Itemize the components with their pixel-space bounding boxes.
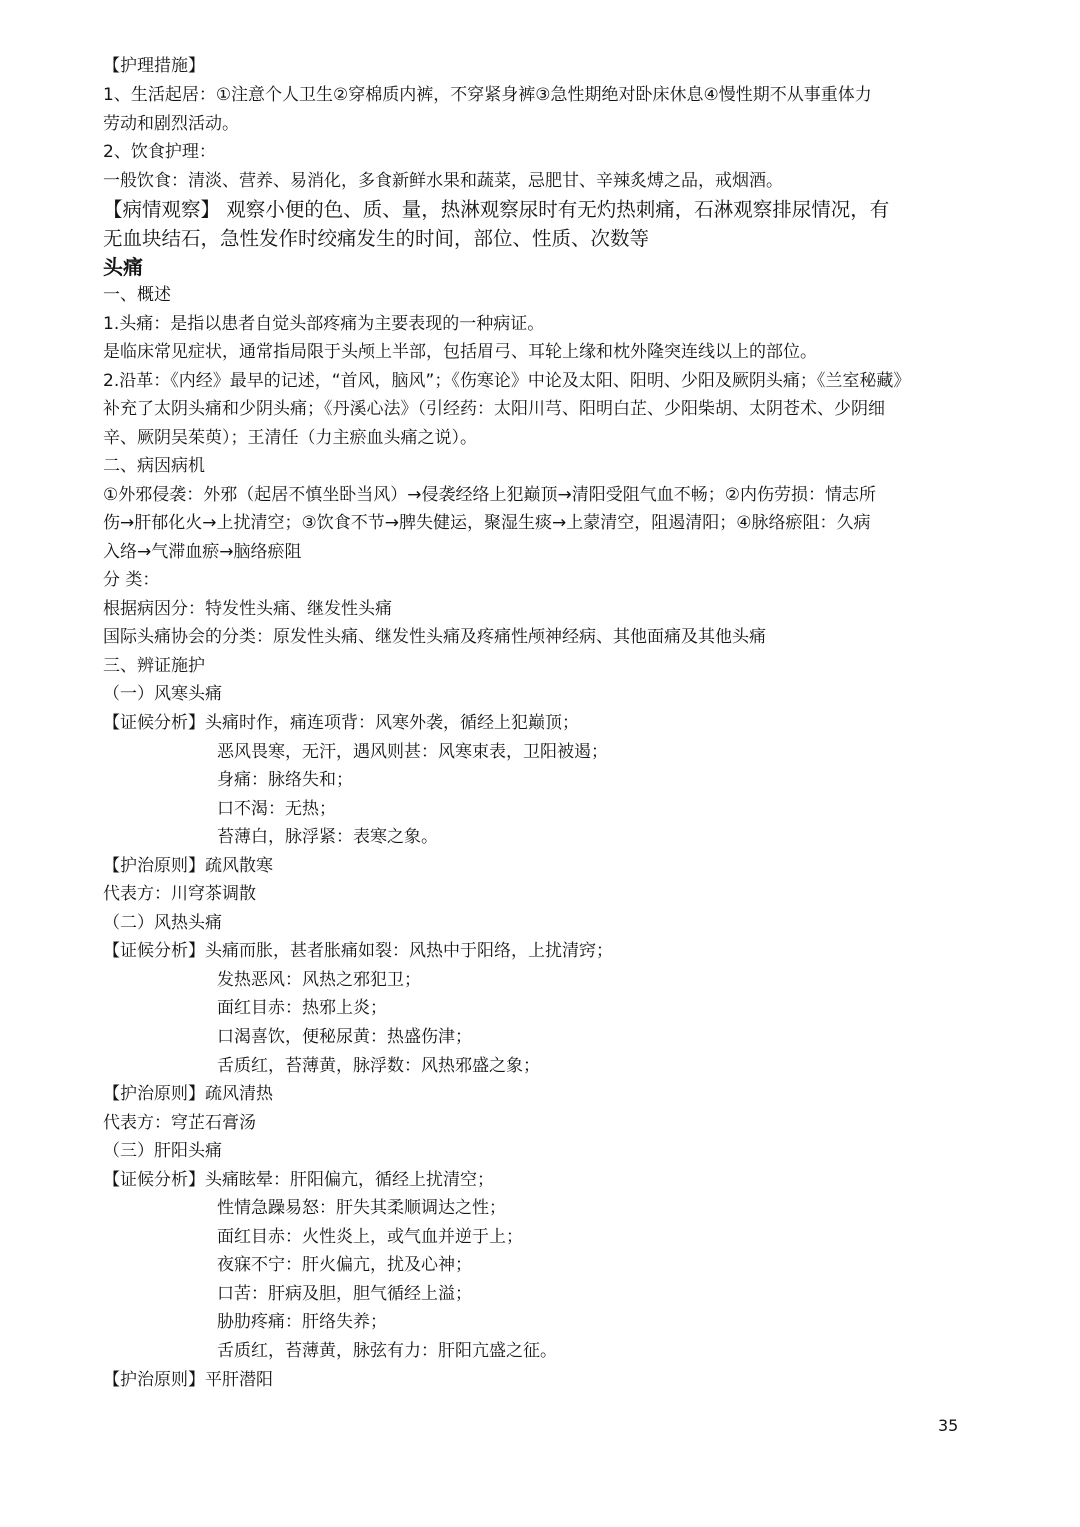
text-line: 是临床常见症状，通常指局限于头颅上半部，包括眉弓、耳轮上缘和枕外隆突连线以上的部位。 <box>103 342 817 362</box>
text-line: 根据病因分：特发性头痛、继发性头痛 <box>103 599 392 619</box>
text-line: 代表方：川穹茶调散 <box>103 884 256 904</box>
text-line: 入络→气滞血瘀→脑络瘀阻 <box>103 542 302 562</box>
text-line: 【护治原则】疏风清热 <box>103 1084 273 1104</box>
observation-heading-line: 【病情观察】 观察小便的色、质、量，热淋观察尿时有无灼热刺痛，石淋观察排尿情况，有 <box>103 198 890 221</box>
indented-line: 面红目赤：热邪上炎； <box>217 998 387 1018</box>
text-line: 辛、厥阴吴茱萸）；王清任（力主瘀血头痛之说）。 <box>103 428 477 448</box>
text-line: ①外邪侵袭：外邪（起居不慎坐卧当风）→侵袭经络上犯巅顶→清阳受阻气血不畅；②内伤劳损：情志所 <box>103 485 876 505</box>
text-line: 【证候分析】头痛眩晕：肝阳偏亢，循经上扰清空； <box>103 1170 494 1190</box>
indented-line: 胁肋疼痛：肝络失养； <box>217 1312 387 1332</box>
text-line: 三、辨证施护 <box>103 656 205 676</box>
text-line: 2.沿革：《内经》最早的记述，“首风，脑风”；《伤寒论》中论及太阳、阳明、少阳及厥阴头痛；《兰室秘藏》 <box>103 371 911 391</box>
text-line: 【证候分析】头痛时作，痛连项背：风寒外袭，循经上犯巅顶； <box>103 713 579 733</box>
indented-line: 口苦：肝病及胆，胆气循经上溢； <box>217 1284 472 1304</box>
text-line: 2、饮食护理： <box>103 142 216 162</box>
indented-line: 身痛：脉络失和； <box>217 770 353 790</box>
text-line: （二）风热头痛 <box>103 913 222 933</box>
text-line: 【护理措施】 <box>103 56 205 76</box>
text-line: 1、生活起居：①注意个人卫生②穿棉质内裤，不穿紧身裤③急性期绝对卧床休息④慢性期不从事重体力 <box>103 85 872 105</box>
observation-text-line: 无血块结石，急性发作时绞痛发生的时间，部位、性质、次数等 <box>103 227 650 250</box>
text-line: 劳动和剧烈活动。 <box>103 114 239 134</box>
indented-line: 口渴喜饮，便秘尿黄：热盛伤津； <box>217 1027 472 1047</box>
indented-line: 发热恶风：风热之邪犯卫； <box>217 970 421 990</box>
text-line: 【证候分析】头痛而胀，甚者胀痛如裂：风热中于阳络，上扰清窍； <box>103 941 613 961</box>
text-line: 代表方：穹芷石膏汤 <box>103 1113 256 1133</box>
page-number: 35 <box>938 1416 959 1435</box>
text-line: 【护治原则】平肝潜阳 <box>103 1370 273 1390</box>
section-title: 头痛 <box>103 255 143 279</box>
indented-line: 面红目赤：火性炎上，或气血并逆于上； <box>217 1227 523 1247</box>
indented-line: 性情急躁易怒：肝失其柔顺调达之性； <box>217 1198 506 1218</box>
indented-line: 苔薄白，脉浮紧：表寒之象。 <box>217 827 438 847</box>
text-line: 一般饮食：清淡、营养、易消化，多食新鲜水果和蔬菜，忌肥甘、辛辣炙煿之品，戒烟酒。 <box>103 171 783 191</box>
text-line: 分 类： <box>103 570 160 590</box>
text-line: 二、病因病机 <box>103 456 205 476</box>
text-line: 伤→肝郁化火→上扰清空；③饮食不节→脾失健运，聚湿生痰→上蒙清空，阻遏清阳；④脉络瘀阻：久病 <box>103 513 871 533</box>
text-line: 1.头痛：是指以患者自觉头部疼痛为主要表现的一种病证。 <box>103 314 545 334</box>
text-line: 一、概述 <box>103 285 171 305</box>
text-line: （一）风寒头痛 <box>103 684 222 704</box>
indented-line: 口不渴：无热； <box>217 799 336 819</box>
indented-line: 舌质红，苔薄黄，脉浮数：风热邪盛之象； <box>217 1056 540 1076</box>
text-line: 国际头痛协会的分类：原发性头痛、继发性头痛及疼痛性颅神经病、其他面痛及其他头痛 <box>103 627 766 647</box>
indented-line: 夜寐不宁：肝火偏亢，扰及心神； <box>217 1255 472 1275</box>
indented-line: 舌质红，苔薄黄，脉弦有力：肝阳亢盛之征。 <box>217 1341 557 1361</box>
indented-line: 恶风畏寒，无汗，遇风则甚：风寒束表，卫阳被遏； <box>217 742 608 762</box>
text-line: 补充了太阴头痛和少阴头痛；《丹溪心法》（引经药：太阳川芎、阳明白芷、少阳柴胡、太阴苍术、少阴细 <box>103 399 885 419</box>
text-line: （三）肝阳头痛 <box>103 1141 222 1161</box>
text-line: 【护治原则】疏风散寒 <box>103 856 273 876</box>
